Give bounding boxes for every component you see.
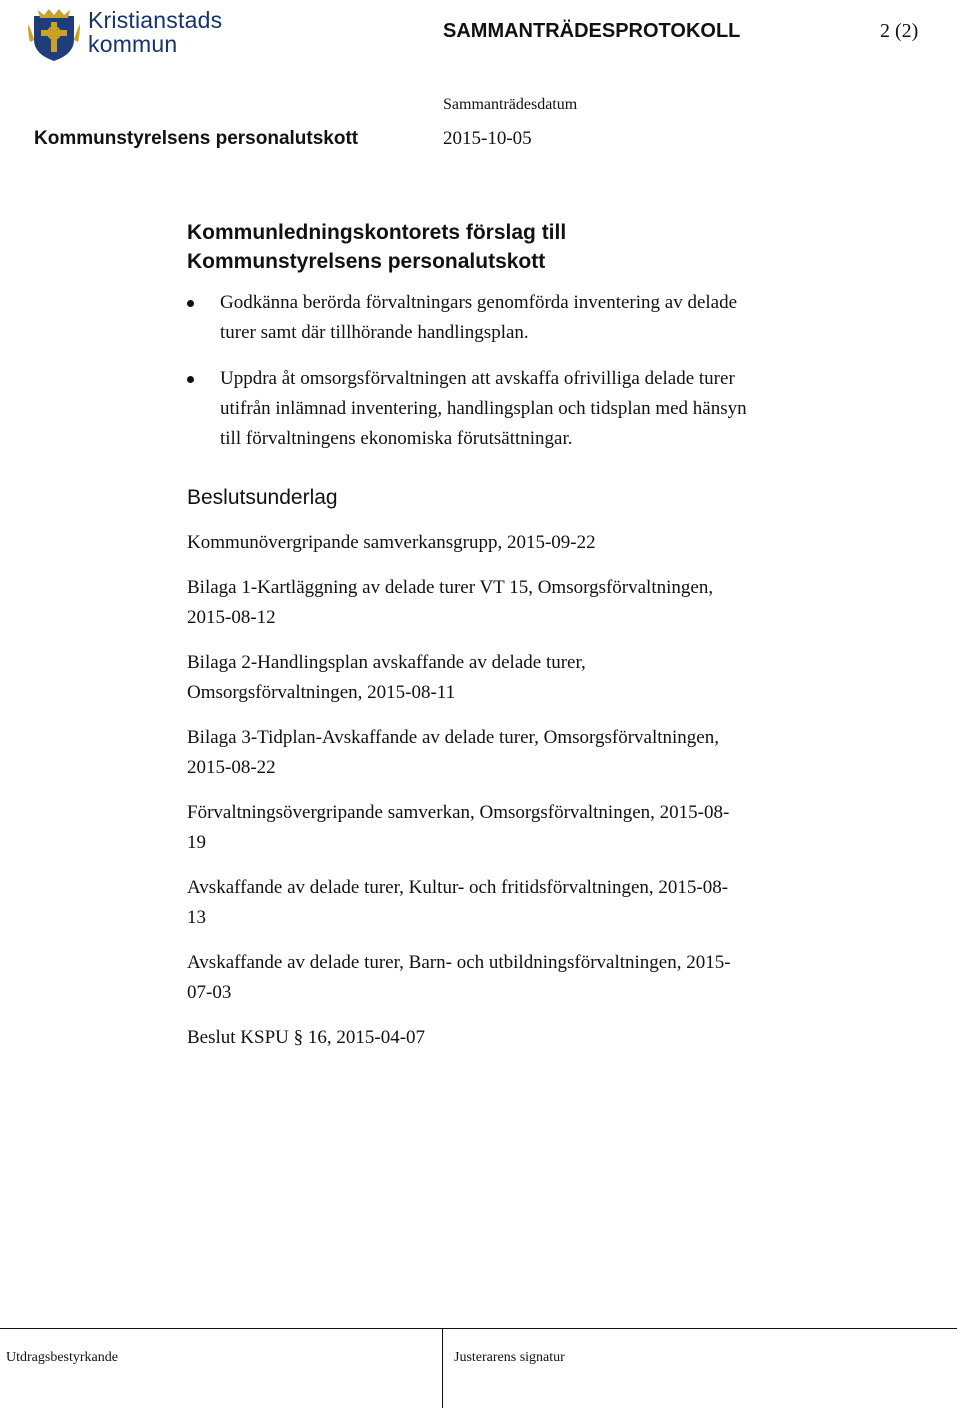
proposal-bullet-item [187, 288, 867, 348]
decision-basis-item [187, 948, 867, 1008]
meeting-date-label: Sammanträdesdatum [443, 96, 578, 113]
basis-text-line: Omsorgsförvaltningen, 2015-08-11 [187, 682, 456, 703]
proposal-heading-line-2: Kommunstyrelsens personalutskott [187, 250, 546, 273]
basis-text-line: 2015-08-12 [187, 607, 276, 628]
basis-text-line: 19 [187, 832, 206, 853]
bullet-text-line: till förvaltningens ekonomiska förutsättningar. [220, 428, 573, 449]
decision-basis-list [187, 528, 867, 1053]
decision-basis-item [187, 573, 867, 633]
bullet-icon [187, 300, 194, 307]
basis-text-line: Avskaffande av delade turer, Barn- och utbildningsförvaltningen, 2015- [187, 952, 731, 973]
bullet-text-line: Godkänna berörda förvaltningars genomförda inventering av delade [220, 292, 738, 313]
decision-basis-item [187, 528, 867, 558]
basis-text-line: 07-03 [187, 982, 232, 1003]
extract-certification-label: Utdragsbestyrkande [6, 1350, 118, 1365]
decision-basis-heading: Beslutsunderlag [187, 486, 338, 509]
basis-text-line: Bilaga 3-Tidplan-Avskaffande av delade turer, Omsorgsförvaltningen, [187, 727, 719, 748]
decision-basis-item [187, 648, 867, 708]
basis-text-line: 2015-08-22 [187, 757, 276, 778]
logo-line-1: Kristianstads [88, 7, 223, 33]
footer-divider [442, 1328, 443, 1408]
basis-text-line: Förvaltningsövergripande samverkan, Omsorgsförvaltningen, 2015-08- [187, 802, 730, 823]
logo-line-2: kommun [88, 31, 178, 57]
basis-text-line: 13 [187, 907, 206, 928]
basis-text-line: Avskaffande av delade turer, Kultur- och fritidsförvaltningen, 2015-08- [187, 877, 729, 898]
bullet-text-line: Uppdra åt omsorgsförvaltningen att avskaffa ofrivilliga delade turer [220, 368, 735, 389]
kristianstads-kommun-logo [28, 6, 228, 62]
decision-basis-item [187, 723, 867, 783]
adjuster-signature-label: Justerarens signatur [454, 1350, 565, 1365]
basis-text-line: Kommunövergripande samverkansgrupp, 2015-09-22 [187, 532, 596, 553]
proposal-heading [187, 218, 867, 276]
bullet-text-line: turer samt där tillhörande handlingsplan. [220, 322, 529, 343]
basis-text-line: Beslut KSPU § 16, 2015-04-07 [187, 1027, 426, 1048]
page-number: 2 (2) [880, 20, 919, 42]
committee-name: Kommunstyrelsens personalutskott [34, 128, 359, 149]
document-body [187, 218, 867, 1053]
logo-wordmark [88, 8, 222, 56]
meeting-date: 2015-10-05 [443, 128, 532, 149]
footer-rule [0, 1328, 957, 1329]
document-type-title: SAMMANTRÄDESPROTOKOLL [443, 20, 741, 42]
basis-text-line: Bilaga 1-Kartläggning av delade turer VT 15, Omsorgsförvaltningen, [187, 577, 714, 598]
decision-basis-item [187, 873, 867, 933]
bullet-text-line: utifrån inlämnad inventering, handlingsplan och tidsplan med hänsyn [220, 398, 747, 419]
bullet-icon [187, 376, 194, 383]
coat-of-arms-icon [28, 6, 80, 62]
proposal-bullet-item [187, 364, 867, 454]
proposal-bullet-list [187, 288, 867, 454]
decision-basis-item [187, 1023, 867, 1053]
decision-basis-item [187, 798, 867, 858]
proposal-heading-line-1: Kommunledningskontorets förslag till [187, 221, 567, 244]
basis-text-line: Bilaga 2-Handlingsplan avskaffande av delade turer, [187, 652, 586, 673]
